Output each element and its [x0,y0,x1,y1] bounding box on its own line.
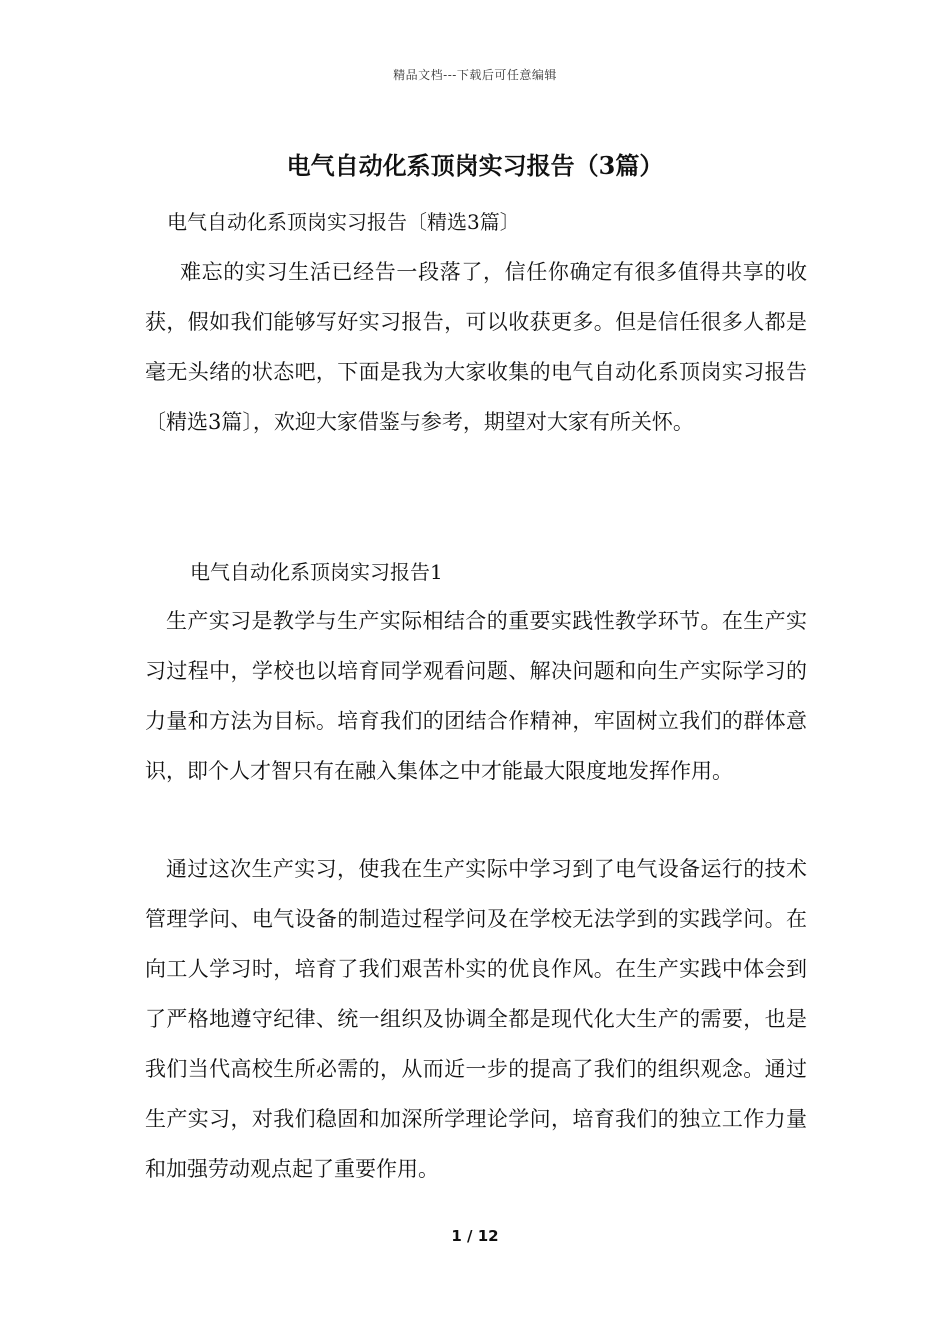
body-paragraph-2: 通过这次生产实习，使我在生产实际中学习到了电气设备运行的技术管理学问、电气设备的制造过程学问及在学校无法学到的实践学问。在向工人学习时，培育了我们艰苦朴实的优良作风。在生产实践中体会到了严格地遵守纪律、统一组织及协调全都是现代化大生产的需要，也是我们当代高校生所必需的，从而近一步的提高了我们的组织观念。通过生产实习，对我们稳固和加深所学理论学问，培育我们的独立工作力量和加强劳动观点起了重要作用。 [145,857,807,1181]
body-paragraph-1: 生产实习是教学与生产实际相结合的重要实践性教学环节。在生产实习过程中，学校也以培育同学观看问题、解决问题和向生产实际学习的力量和方法为目标。培育我们的团结合作精神，牢固树立我们的群体意识，即个人才智只有在融入集体之中才能最大限度地发挥作用。 [145,609,807,783]
document-title: 电气自动化系顶岗实习报告（3篇） [286,151,664,180]
intro-paragraph: 难忘的实习生活已经告一段落了，信任你确定有很多值得共享的收获，假如我们能够写好实习报告，可以收获更多。但是信任很多人都是毫无头绪的状态吧，下面是我为大家收集的电气自动化系顶岗实习报告〔精选3篇〕，欢迎大家借鉴与参考，期望对大家有所关怀。 [145,260,807,434]
section-heading: 电气自动化系顶岗实习报告1 [190,560,443,584]
document-subtitle: 电气自动化系顶岗实习报告〔精选3篇〕 [167,210,520,234]
header-note: 精品文档---下载后可任意编辑 [393,68,557,82]
page-number: 1 / 12 [451,1227,499,1245]
